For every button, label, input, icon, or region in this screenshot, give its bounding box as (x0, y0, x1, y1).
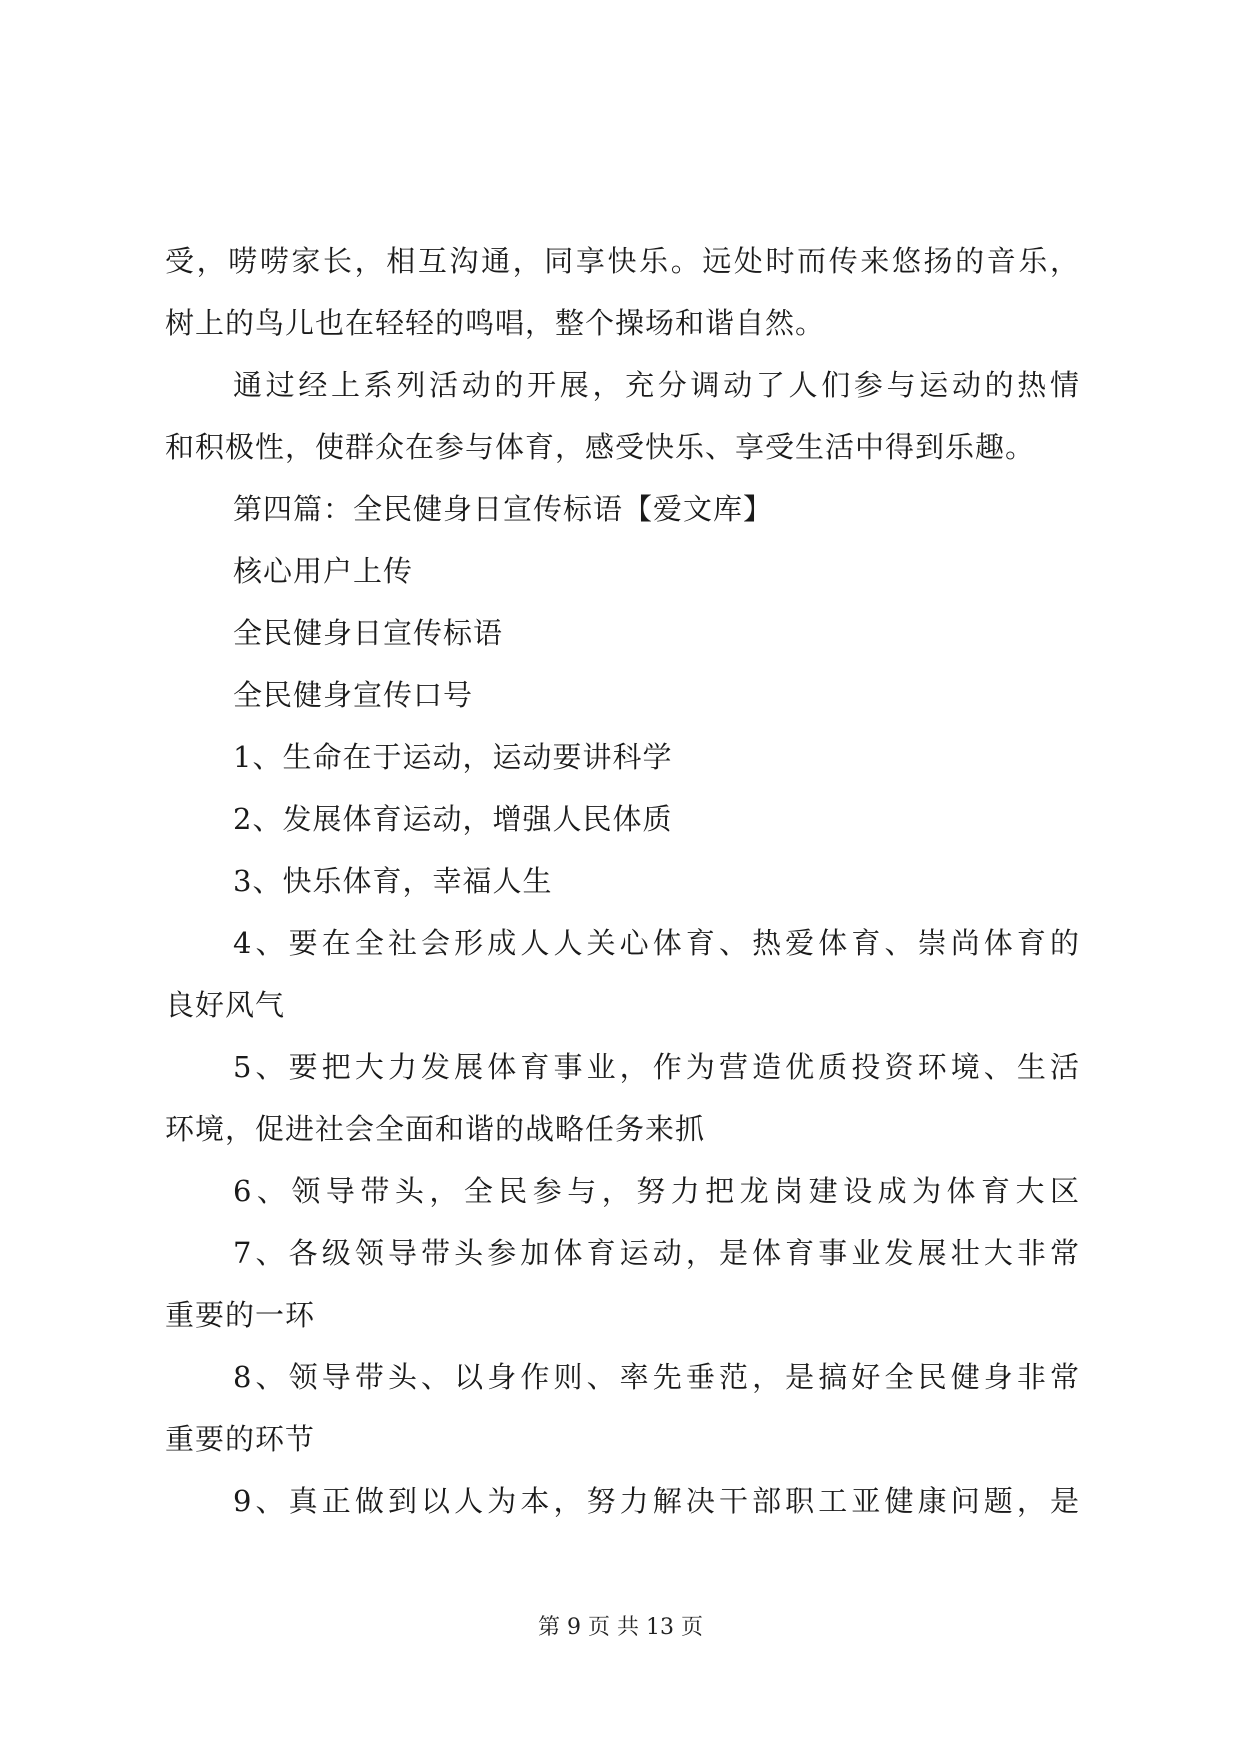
list-item: 2、发展体育运动，增强人民体质 (233, 802, 673, 836)
list-item: 6、领导带头，全民参与，努力把龙岗建设成为体育大区 (233, 1174, 1080, 1208)
section-heading: 第四篇：全民健身日宣传标语【爱文库】 (233, 492, 774, 526)
document-body (165, 230, 1080, 1532)
text-line: 树上的鸟儿也在轻轻的鸣唱，整个操场和谐自然。 (165, 306, 826, 340)
text-line: 和积极性，使群众在参与体育，感受快乐、享受生活中得到乐趣。 (165, 430, 1036, 464)
list-item: 3、快乐体育，幸福人生 (233, 864, 553, 898)
list-item: 5、要把大力发展体育事业，作为营造优质投资环境、生活 (233, 1050, 1080, 1084)
list-item-continuation: 重要的环节 (165, 1422, 316, 1456)
page-number-footer: 第 9 页 共 13 页 (538, 1615, 703, 1640)
text-line: 全民健身日宣传标语 (233, 616, 504, 650)
list-item: 7、各级领导带头参加体育运动，是体育事业发展壮大非常 (233, 1236, 1080, 1270)
list-item: 8、领导带头、以身作则、率先垂范，是搞好全民健身非常 (233, 1360, 1080, 1394)
list-item: 9、真正做到以人为本，努力解决干部职工亚健康问题，是 (233, 1484, 1080, 1518)
paragraph-line: 通过经上系列活动的开展，充分调动了人们参与运动的热情 (233, 368, 1080, 402)
list-item: 4、要在全社会形成人人关心体育、热爱体育、崇尚体育的 (233, 926, 1080, 960)
list-item: 1、生命在于运动，运动要讲科学 (233, 740, 673, 774)
text-line: 核心用户上传 (233, 554, 414, 588)
list-item-continuation: 良好风气 (165, 988, 286, 1022)
list-item-continuation: 环境，促进社会全面和谐的战略任务来抓 (165, 1112, 706, 1146)
text-line: 受，唠唠家长，相互沟通，同享快乐。远处时而传来悠扬的音乐， (165, 244, 1080, 278)
list-item-continuation: 重要的一环 (165, 1298, 316, 1332)
text-line: 全民健身宣传口号 (233, 678, 474, 712)
